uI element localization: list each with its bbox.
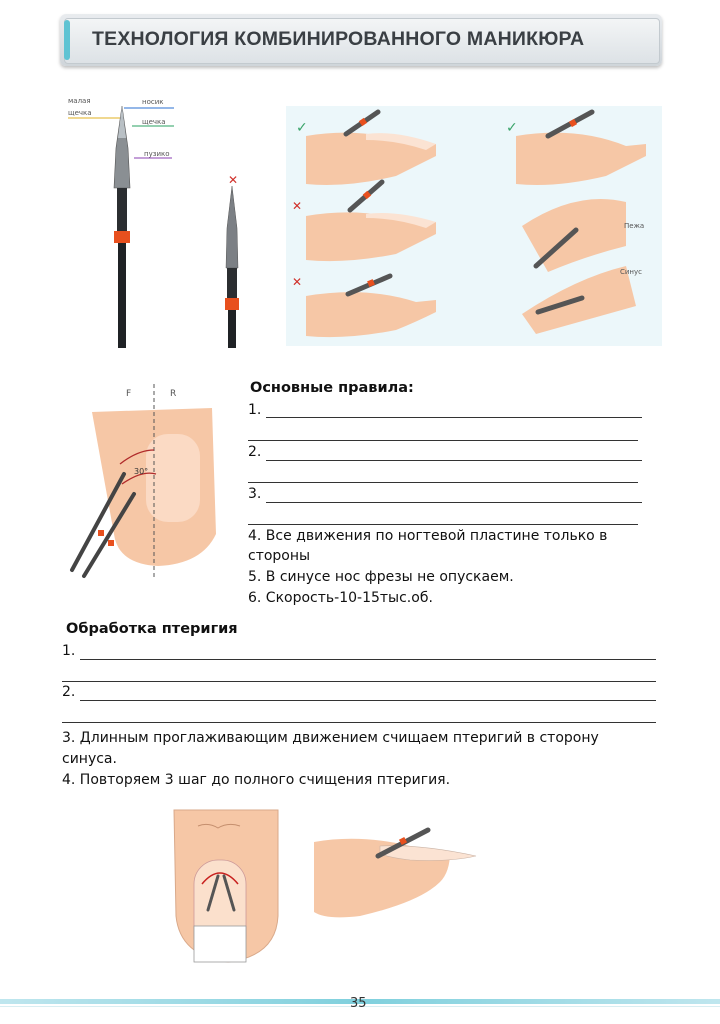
bit-label-small: малая: [68, 97, 91, 105]
rules-item-1-blank-2: [248, 440, 638, 441]
wrong-mark-icon: ✕: [292, 275, 303, 289]
wrong-mark-icon: ✕: [228, 173, 239, 187]
bit-label-cheek-right: щечка: [142, 118, 166, 126]
pterygium-item-2-blank-2: [62, 722, 656, 723]
rules-heading: Основные правила:: [250, 380, 414, 396]
nail-side-view-figure: [300, 822, 480, 936]
rules-item-4: 4. Все движения по ногтевой пластине только в: [248, 528, 608, 544]
rules-item-1-blank: [266, 417, 642, 418]
angle-diagram-figure: [62, 384, 228, 580]
rules-item-3-number: 3.: [248, 486, 262, 502]
check-icon: ✓: [296, 120, 308, 136]
pterygium-item-3-cont: синуса.: [62, 751, 117, 767]
pterygium-item-1-blank-2: [62, 681, 656, 682]
angle-label-r: R: [170, 389, 177, 399]
rules-item-2-number: 2.: [248, 444, 262, 460]
page-number: 35: [350, 996, 367, 1011]
rules-item-5: 5. В синусе нос фрезы не опускаем.: [248, 569, 514, 585]
rules-item-6: 6. Скорость-10-15тыс.об.: [248, 590, 433, 606]
bit-label-belly: пузико: [144, 150, 170, 158]
rules-item-4-cont: стороны: [248, 548, 311, 564]
angle-label-30: 30°: [134, 467, 149, 476]
rules-item-1-number: 1.: [248, 402, 262, 418]
pterygium-item-2-number: 2.: [62, 684, 76, 700]
zone-label-edge: Пежа: [624, 222, 645, 230]
bit-angle-examples-figure: [286, 106, 662, 346]
pterygium-item-3: 3. Длинным проглаживающим движением счищаем птеригий в сторону: [62, 730, 599, 746]
pterygium-item-1-number: 1.: [62, 643, 76, 659]
header-accent-bar: [64, 20, 70, 60]
check-icon: ✓: [506, 120, 518, 136]
pterygium-item-1-blank: [80, 659, 656, 660]
rules-item-3-blank: [266, 502, 642, 503]
angle-label-f: F: [126, 389, 132, 399]
pterygium-item-4: 4. Повторяем 3 шаг до полного счищения птеригия.: [62, 772, 451, 788]
bit-anatomy-figure: [62, 88, 262, 348]
nail-top-view-figure: [168, 806, 286, 968]
pterygium-item-2-blank: [80, 700, 656, 701]
page-title: ТЕХНОЛОГИЯ КОМБИНИРОВАННОГО МАНИКЮРА: [92, 28, 585, 50]
bit-label-nose: носик: [142, 98, 164, 106]
zone-label-sinus: Синус: [620, 268, 643, 276]
rules-item-2-blank-2: [248, 482, 638, 483]
wrong-mark-icon: ✕: [292, 199, 303, 213]
pterygium-heading: Обработка птеригия: [66, 621, 238, 637]
rules-item-3-blank-2: [248, 524, 638, 525]
rules-item-2-blank: [266, 460, 642, 461]
bit-label-cheek-left: щечка: [68, 109, 92, 117]
